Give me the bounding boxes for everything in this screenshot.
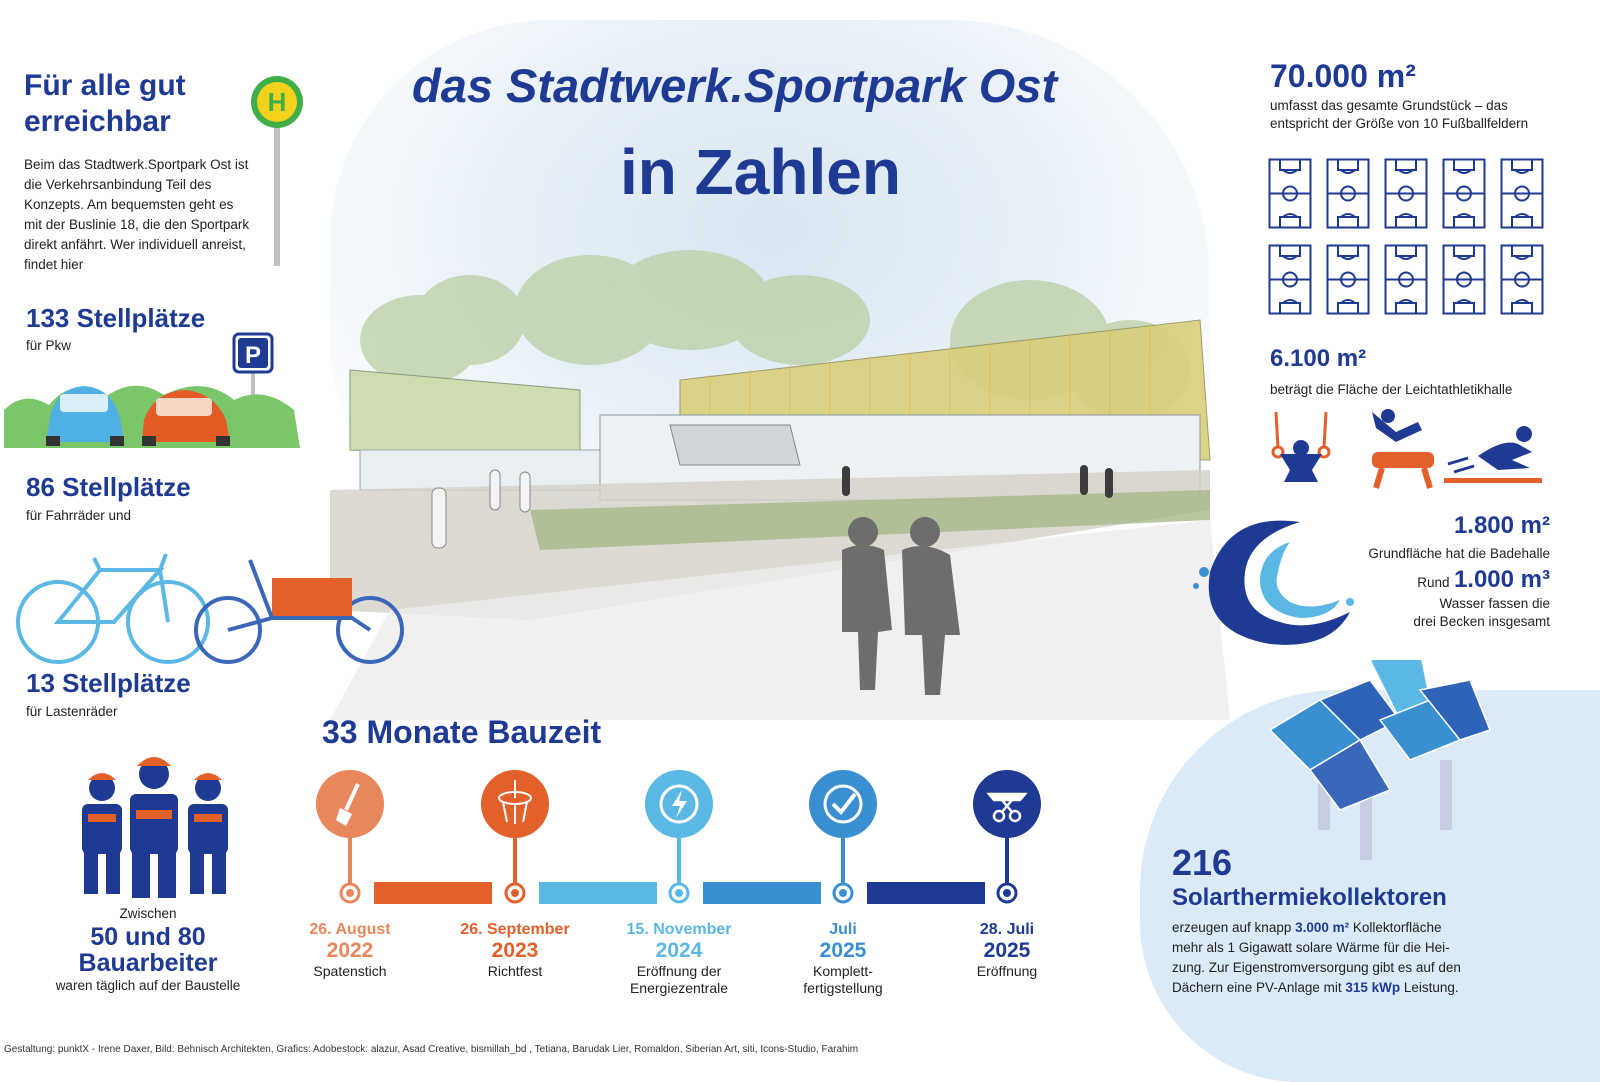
gymnastics-icons xyxy=(1268,408,1558,498)
milestone-year: 2025 xyxy=(983,939,1031,962)
bikes-illustration xyxy=(10,550,410,670)
bike-parking-label: für Fahrräder und xyxy=(26,508,132,523)
athletics-area-value: 6.100 m² xyxy=(1270,345,1367,372)
access-heading-line2: erreichbar xyxy=(24,105,171,138)
milestone-label-2: fertigstellung xyxy=(803,980,883,996)
pool-water-desc-line1: Wasser fassen die xyxy=(1439,596,1550,611)
workers-noun: Bauarbeiter xyxy=(78,949,218,977)
timeline-bar-4 xyxy=(867,882,985,904)
milestone-2 xyxy=(435,920,595,980)
milestone-date: Juli xyxy=(829,921,857,938)
pool-area-desc: Grundfläche hat die Badehalle xyxy=(1368,546,1550,561)
milestone-date: 28. Juli xyxy=(979,921,1035,938)
milestone-year: 2023 xyxy=(491,939,539,962)
football-field-icon xyxy=(1502,246,1543,314)
solar-line4-post: Leistung. xyxy=(1400,980,1459,995)
timeline-bar-3 xyxy=(703,882,821,904)
cargo-bike-icon xyxy=(196,560,402,662)
solar-desc-line4 xyxy=(1172,978,1552,998)
credits-line: Gestaltung: punktX - Irene Daxer, Bild: Behnisch Architekten, Grafics: Adobestock: alazur, Asad Creative, bismillah_bd , Tetiana, Barudak Lier, Romaldon, Siberian Art, siti, Icons-Studio, Farahim xyxy=(4,1044,859,1055)
milestone-3 xyxy=(599,920,759,997)
bus-stop-icon xyxy=(247,74,307,270)
milestone-year: 2022 xyxy=(326,939,374,962)
solar-count: 216 xyxy=(1172,842,1233,883)
football-field-icon xyxy=(1444,160,1485,228)
solar-desc-line3: zung. Zur Eigenstromversorgung gibt es auf den xyxy=(1172,960,1461,975)
bike-parking-count: 86 Stellplätze xyxy=(26,472,191,502)
pv-power-value: 315 kWp xyxy=(1345,980,1401,995)
pool-water-value: 1.000 m³ xyxy=(1453,566,1550,593)
football-field-icon xyxy=(1328,246,1369,314)
pool-area-value: 1.800 m² xyxy=(1453,512,1550,539)
workers-range: 50 und 80 xyxy=(90,923,206,951)
workers-block xyxy=(38,904,258,996)
total-area-desc-line1: umfasst das gesamte Grundstück – das xyxy=(1270,98,1508,113)
building-rendering xyxy=(330,250,1230,720)
parking-sign-letter: P xyxy=(244,342,262,369)
rings-gymnast-icon xyxy=(1273,412,1329,482)
football-fields-grid xyxy=(1268,158,1558,318)
pool-water-desc xyxy=(1300,595,1550,631)
car-parking-count: 133 Stellplätze xyxy=(26,303,206,333)
bus-stop-letter: H xyxy=(267,87,287,117)
milestone-date: 15. November xyxy=(626,921,732,938)
football-field-icon xyxy=(1328,160,1369,228)
workers-prefix: Zwischen xyxy=(119,906,177,921)
cargo-parking-label: für Lastenräder xyxy=(26,704,118,719)
solar-line1-post: Kollektorfläche xyxy=(1349,920,1442,935)
football-field-icon xyxy=(1270,246,1311,314)
solar-panels-icon xyxy=(1270,660,1520,880)
access-heading-line1: Für alle gut xyxy=(24,69,186,102)
milestone-label: Eröffnung der xyxy=(636,963,722,979)
football-field-icon xyxy=(1502,160,1543,228)
timeline-bar-1 xyxy=(374,882,492,904)
cars-illustration xyxy=(4,370,304,450)
solar-line4-pre: Dächern eine PV-Anlage mit xyxy=(1172,980,1346,995)
pommel-horse-icon xyxy=(1372,409,1434,488)
solar-noun: Solarthermiekollektoren xyxy=(1172,884,1447,911)
solar-desc-line1 xyxy=(1172,918,1552,938)
milestone-pin-1 xyxy=(316,770,384,902)
cargo-parking-count: 13 Stellplätze xyxy=(26,668,191,698)
bicycle-icon xyxy=(18,554,208,662)
total-area-desc-line2: entspricht der Größe von 10 Fußballfeldern xyxy=(1270,116,1529,131)
milestone-5 xyxy=(927,920,1087,980)
football-field-icon xyxy=(1270,160,1311,228)
milestone-label: Richtfest xyxy=(487,963,543,979)
solar-area-value: 3.000 m² xyxy=(1295,920,1350,935)
milestone-date: 26. September xyxy=(460,921,570,938)
access-heading xyxy=(24,68,186,140)
milestone-label: Eröffnung xyxy=(976,963,1038,979)
milestone-label: Spatenstich xyxy=(313,963,387,979)
total-area-value: 70.000 m² xyxy=(1270,58,1416,94)
football-field-icon xyxy=(1444,246,1485,314)
workers-suffix: waren täglich auf der Baustelle xyxy=(55,978,241,993)
total-area-desc xyxy=(1270,97,1528,133)
milestone-date: 26. August xyxy=(309,921,391,938)
milestone-label-2: Energiezentrale xyxy=(629,980,729,996)
long-jump-icon xyxy=(1444,426,1542,483)
football-field-icon xyxy=(1386,246,1427,314)
milestone-1 xyxy=(270,920,430,980)
milestone-year: 2024 xyxy=(655,939,703,962)
milestone-label: Komplett- xyxy=(813,963,873,979)
timeline-labels xyxy=(270,920,1090,1000)
pool-water-prefix: Rund xyxy=(1417,575,1450,590)
solar-desc-line2: mehr als 1 Gigawatt solare Wärme für die Hei- xyxy=(1172,940,1450,955)
car-parking-label: für Pkw xyxy=(26,338,72,353)
construction-workers-icon xyxy=(70,752,240,902)
football-field-icon xyxy=(1386,160,1427,228)
timeline-bar-2 xyxy=(539,882,657,904)
milestone-4 xyxy=(763,920,923,997)
pool-water-desc-line2: drei Becken insgesamt xyxy=(1413,614,1550,629)
page-title: das Stadtwerk.Sportpark Ost xyxy=(412,59,1058,112)
milestone-year: 2025 xyxy=(819,939,867,962)
pool-water-line xyxy=(1300,566,1550,594)
timeline-graphic xyxy=(310,770,1070,915)
solar-desc xyxy=(1172,918,1552,998)
page-subtitle: in Zahlen xyxy=(620,136,901,208)
athletics-area-desc: beträgt die Fläche der Leichtathletikhalle xyxy=(1270,382,1513,397)
access-body: Beim das Stadtwerk.Sportpark Ost ist die Verkehrsanbindung Teil des Konzepts. Am bequemsten geht es mit der Buslinie 18, die den Sportpark direkt anfährt. Wer individuell anreist, findet hier xyxy=(24,157,250,272)
solar-line1-pre: erzeugen auf knapp xyxy=(1172,920,1296,935)
timeline-heading: 33 Monate Bauzeit xyxy=(322,714,602,750)
